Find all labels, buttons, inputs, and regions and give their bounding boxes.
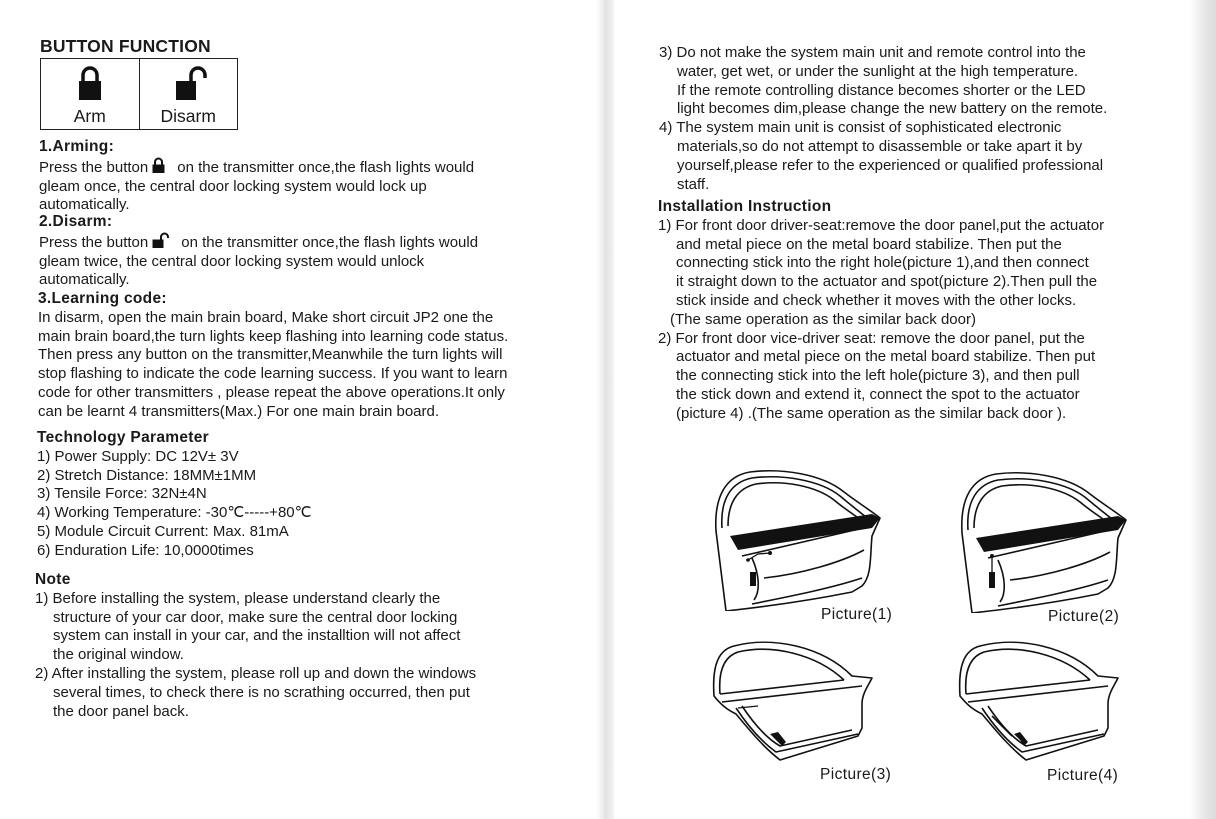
note-line: the door panel back.: [53, 702, 189, 720]
installation-line: the stick down and extend it, connect the spot to the actuator: [676, 385, 1080, 403]
note-continued: [659, 44, 1107, 194]
tech-section: [37, 429, 311, 561]
note-line: 3) Do not make the system main unit and remote control into the: [659, 44, 1086, 61]
installation-line: and metal piece on the metal board stabilize. Then put the: [676, 235, 1062, 253]
tech-item: 6) Enduration Life: 10,0000times: [37, 541, 254, 559]
door-diagram-picture-1: [712, 466, 892, 611]
installation-line: the connecting stick into the left hole(picture 3), and then pull: [676, 367, 1080, 385]
disarm-cell: [139, 59, 238, 129]
learning-title: 3.Learning code:: [38, 290, 167, 307]
arming-text-post: on the transmitter once,the flash lights would: [177, 158, 475, 176]
disarm-line: gleam twice, the central door locking system would unlock: [39, 252, 425, 270]
installation-line: it straight down to the actuator and spot(picture 2).Then pull the: [676, 273, 1098, 291]
tech-item: 5) Module Circuit Current: Max. 81mA: [37, 522, 289, 540]
learning-line: code for other transmitters , please repeat the above operations.It only: [38, 383, 505, 401]
learning-line: can be learnt 4 transmitters(Max.) For one main brain board.: [38, 402, 440, 420]
arming-title: 1.Arming:: [39, 138, 115, 155]
page-fold: [596, 0, 614, 819]
picture-1-caption: Picture(1): [821, 606, 893, 623]
arming-line: gleam once, the central door locking system would lock up: [39, 177, 427, 195]
installation-line: connecting stick into the right hole(picture 1),and then connect: [676, 254, 1089, 272]
installation-line: 2) For front door vice-driver seat: remove the door panel, put the: [658, 329, 1085, 347]
lock-open-icon: [175, 65, 209, 101]
button-function-title: BUTTON FUNCTION: [40, 36, 211, 56]
learning-line: Then press any button on the transmitter,Meanwhile the turn lights will: [38, 346, 503, 364]
lock-closed-icon: [78, 65, 102, 101]
note-line: 4) The system main unit is consist of sophisticated electronic: [659, 119, 1062, 137]
arming-line: [39, 157, 474, 178]
note-line: materials,so do not attempt to disassemble or take apart it by: [677, 137, 1083, 155]
note-line: staff.: [677, 175, 710, 193]
note-line: 2) After installing the system, please roll up and down the windows: [35, 664, 477, 682]
note-line: yourself,please refer to the experienced or qualified professional: [677, 156, 1104, 174]
picture-4-caption: Picture(4): [1047, 767, 1119, 784]
disarm-line: [39, 232, 478, 253]
note-line: If the remote controlling distance becomes shorter or the LED: [677, 81, 1086, 99]
disarm-text-pre: Press the button: [39, 233, 149, 251]
installation-line: stick inside and check whether it moves with the other locks.: [676, 291, 1077, 309]
picture-2-caption: Picture(2): [1048, 608, 1120, 625]
tech-title: Technology Parameter: [37, 429, 209, 446]
note-line: structure of your car door, make sure the central door locking: [53, 608, 458, 626]
installation-title: Installation Instruction: [658, 198, 832, 215]
installation-line: (The same operation as the similar back door): [670, 310, 976, 328]
note-line: system can install in your car, and the installtion will not affect: [53, 627, 461, 645]
note-title: Note: [35, 571, 71, 588]
installation-section: [658, 198, 1104, 424]
arming-section: [39, 138, 474, 215]
door-diagram-picture-2: [958, 468, 1138, 613]
tech-item: 1) Power Supply: DC 12V± 3V: [37, 447, 239, 465]
door-diagram-picture-4: [958, 636, 1128, 766]
lock-closed-icon: [152, 157, 165, 173]
tech-item: 3) Tensile Force: 32N±4N: [37, 485, 207, 503]
arm-label: Arm: [73, 106, 106, 126]
tech-item: 4) Working Temperature: -30℃-----+80℃: [37, 504, 312, 522]
arm-cell: [41, 59, 139, 129]
installation-line: 1) For front door driver-seat:remove the door panel,put the actuator: [658, 216, 1105, 234]
door-diagram-picture-3: [712, 636, 882, 766]
lock-open-icon: [152, 232, 169, 248]
picture-3-caption: Picture(3): [820, 766, 892, 783]
learning-line: In disarm, open the main brain board, Make short circuit JP2 one the: [38, 308, 494, 326]
button-function-table: [40, 58, 238, 130]
disarm-title: 2.Disarm:: [39, 213, 113, 230]
note-line: the original window.: [53, 646, 184, 664]
arming-line: automatically.: [39, 196, 130, 214]
note-line: water, get wet, or under the sunlight at the high temperature.: [677, 62, 1079, 80]
page-edge-shadow: [1190, 0, 1216, 819]
learning-section: [38, 290, 508, 422]
note-line: light becomes dim,please change the new battery on the remote.: [677, 100, 1108, 118]
note-line: several times, to check there is no scrathing occurred, then put: [53, 683, 470, 701]
disarm-label: Disarm: [160, 106, 216, 126]
disarm-line: automatically.: [39, 271, 130, 289]
note-line: 1) Before installing the system, please understand clearly the: [35, 589, 441, 607]
disarm-text-post: on the transmitter once,the flash lights would: [181, 233, 479, 251]
installation-line: actuator and metal piece on the metal board stabilize. Then put: [676, 348, 1096, 366]
learning-line: stop flashing to indicate the code learning success. If you want to learn: [38, 365, 508, 383]
note-section: [35, 571, 476, 721]
learning-line: main brain board,the turn lights keep flashing into learning code status.: [38, 327, 509, 345]
tech-item: 2) Stretch Distance: 18MM±1MM: [37, 466, 257, 484]
installation-line: (picture 4) .(The same operation as the similar back door ).: [676, 404, 1067, 422]
arming-text-pre: Press the button: [39, 158, 149, 176]
disarm-section: [39, 213, 478, 290]
